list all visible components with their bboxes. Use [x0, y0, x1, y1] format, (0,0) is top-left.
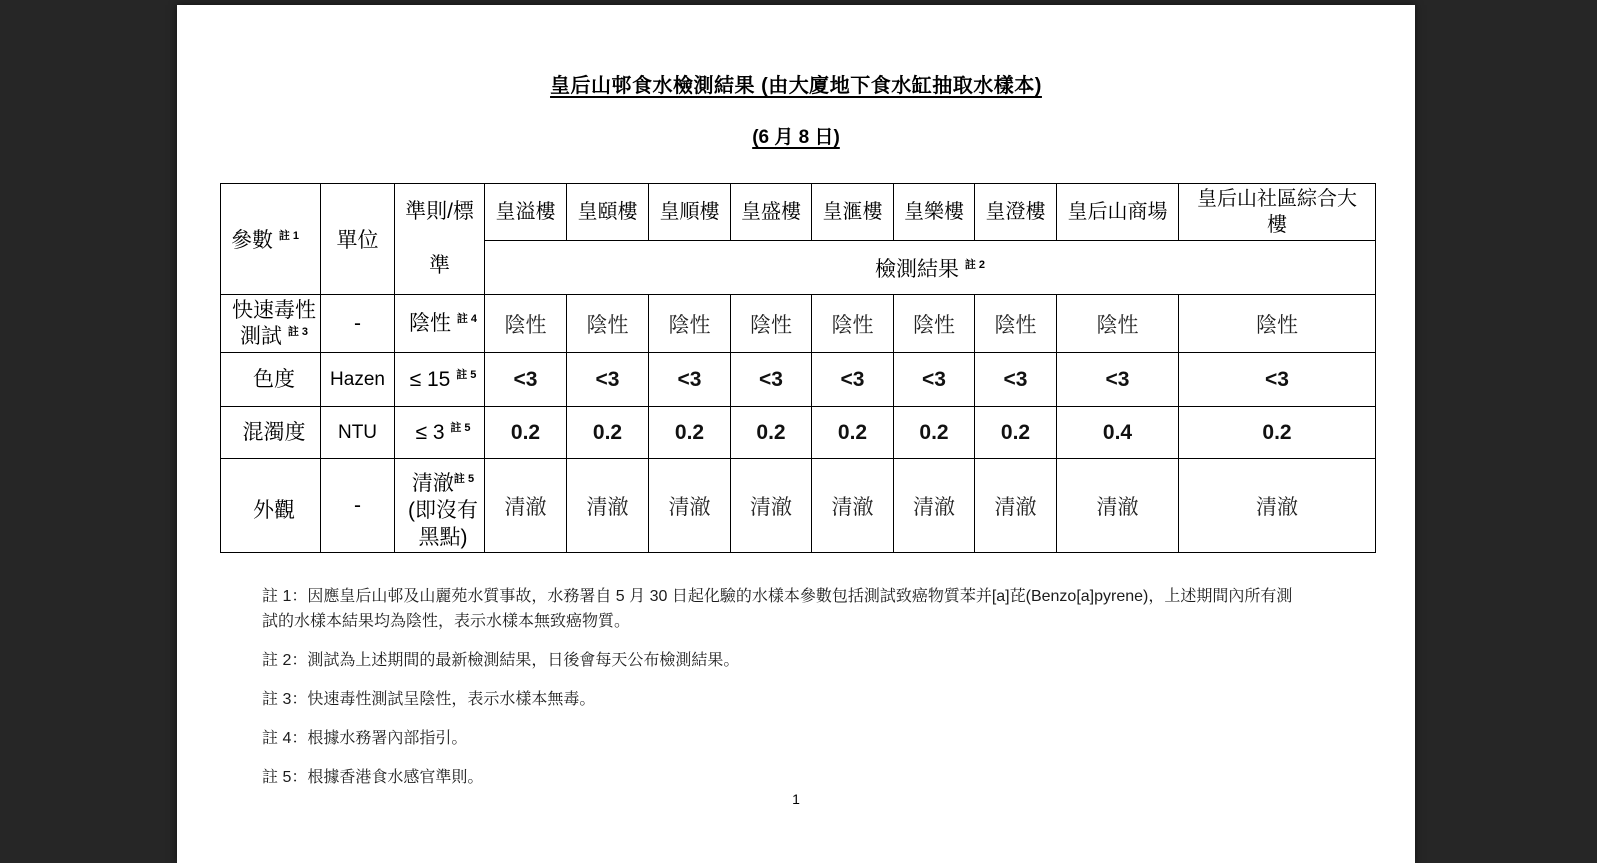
footnote-text: 根據香港食水感官準則。: [307, 769, 484, 786]
header-test-results-label: 檢測結果: [874, 257, 959, 281]
value-cell: 0.2: [485, 407, 567, 459]
value-cell: 清澈: [975, 459, 1057, 553]
unit-cell: -: [321, 459, 395, 553]
param-note-ref: 註 1: [278, 230, 300, 242]
standard-cell: [395, 353, 485, 407]
standard-extra-label: (即沒有黑點): [408, 498, 478, 549]
footnote-label: 註 5：: [262, 769, 308, 786]
standard-cell: [395, 459, 485, 553]
value-cell: 0.2: [649, 407, 731, 459]
value-cell: 0.2: [731, 407, 812, 459]
header-test-results: [485, 241, 1376, 295]
value-cell: <3: [1179, 353, 1376, 407]
footnote-label: 註 4：: [262, 730, 308, 747]
header-building-4: 皇盛樓: [731, 184, 812, 241]
footnote-label: 註 2：: [262, 652, 308, 669]
value-cell: <3: [1057, 353, 1179, 407]
param-cell: [221, 407, 321, 459]
results-table-wrapper: [220, 183, 1376, 553]
value-cell: 清澈: [1179, 459, 1376, 553]
unit-cell: NTU: [321, 407, 395, 459]
value-cell: 0.2: [1179, 407, 1376, 459]
value-cell: 0.2: [975, 407, 1057, 459]
footnote-text: 快速毒性測試呈陰性，表示水樣本無毒。: [307, 691, 596, 708]
header-building-3: 皇順樓: [649, 184, 731, 241]
value-cell: 0.2: [812, 407, 894, 459]
header-building-1: 皇溢樓: [485, 184, 567, 241]
param-label: 外觀: [253, 499, 295, 522]
footnote-label: 註 1：: [262, 588, 308, 605]
standard-cell: [395, 407, 485, 459]
value-cell: 陰性: [649, 295, 731, 353]
header-unit: 單位: [321, 184, 395, 295]
header-building-9: [1179, 184, 1376, 241]
page-number: 1: [792, 791, 800, 807]
value-cell: 0.2: [894, 407, 975, 459]
header-param-label: 參數: [231, 229, 273, 252]
value-cell: 清澈: [1057, 459, 1179, 553]
value-cell: 0.2: [567, 407, 649, 459]
value-cell: <3: [975, 353, 1057, 407]
table-row-turbidity: [221, 407, 1376, 459]
footnote-text: 根據水務署內部指引。: [307, 730, 468, 747]
result-note-ref: 註 2: [964, 258, 986, 271]
footnote-2: [262, 648, 1294, 673]
standard-label: 清澈: [411, 471, 454, 495]
value-cell: 0.4: [1057, 407, 1179, 459]
value-cell: <3: [894, 353, 975, 407]
standard-note-ref: 註 5: [456, 369, 477, 381]
value-cell: 清澈: [485, 459, 567, 553]
value-cell: 陰性: [894, 295, 975, 353]
param-label: 快速毒性測試: [232, 298, 316, 348]
footnote-3: [262, 687, 1294, 712]
footnote-text: 測試為上述期間的最新檢測結果，日後會每天公布檢測結果。: [307, 652, 740, 669]
standard-label: ≤ 15: [409, 368, 451, 391]
header-standard: [395, 184, 485, 295]
value-cell: 清澈: [894, 459, 975, 553]
value-cell: 清澈: [649, 459, 731, 553]
footnote-1: [262, 584, 1294, 634]
header-standard-label: 準則/標準: [405, 200, 474, 277]
header-building-2: 皇頤樓: [567, 184, 649, 241]
param-label: 混濁度: [242, 420, 306, 444]
footnote-5: [262, 765, 1294, 790]
value-cell: 陰性: [485, 295, 567, 353]
value-cell: 陰性: [1179, 295, 1376, 353]
standard-note-ref: 註 5: [453, 472, 475, 485]
footnote-label: 註 3：: [262, 691, 308, 708]
standard-label: 陰性: [408, 312, 451, 335]
value-cell: 清澈: [567, 459, 649, 553]
footnote-text: 因應皇后山邨及山麗苑水質事故，水務署自 5 月 30 日起化驗的水樣本參數包括測試致癌物質苯并[a]芘(Benzo[a]pyrene)，上述期間內所有測試的水樣本結果均為陰性，表示水樣本無致癌物質。: [262, 588, 1293, 630]
value-cell: 陰性: [731, 295, 812, 353]
value-cell: 陰性: [567, 295, 649, 353]
unit-cell: -: [321, 295, 395, 353]
value-cell: <3: [812, 353, 894, 407]
standard-note-ref: 註 4: [456, 313, 478, 325]
header-building-7: 皇澄樓: [975, 184, 1057, 241]
table-row-toxicity: [221, 295, 1376, 353]
value-cell: 清澈: [812, 459, 894, 553]
param-note-ref: 註 3: [287, 325, 309, 338]
value-cell: 陰性: [1057, 295, 1179, 353]
header-building-5: 皇滙樓: [812, 184, 894, 241]
value-cell: 陰性: [975, 295, 1057, 353]
page-title: 皇后山邨食水檢測結果 (由大廈地下食水缸抽取水樣本): [550, 75, 1042, 97]
standard-note-ref: 註 5: [450, 422, 471, 434]
header-building-8: 皇后山商場: [1057, 184, 1179, 241]
value-cell: <3: [731, 353, 812, 407]
value-cell: 陰性: [812, 295, 894, 353]
unit-cell: Hazen: [321, 353, 395, 407]
header-param: [221, 184, 321, 295]
table-row-appearance: [221, 459, 1376, 553]
param-cell: [221, 295, 321, 353]
date-line: (6 月 8 日): [752, 127, 840, 148]
value-cell: <3: [485, 353, 567, 407]
results-table: [220, 183, 1376, 553]
param-cell: [221, 459, 321, 553]
standard-label: ≤ 3: [415, 421, 445, 444]
header-building-6: 皇樂樓: [894, 184, 975, 241]
table-row-colour: [221, 353, 1376, 407]
value-cell: 清澈: [731, 459, 812, 553]
param-cell: [221, 353, 321, 407]
value-cell: <3: [567, 353, 649, 407]
footnotes: [262, 584, 1294, 804]
param-label: 色度: [253, 367, 295, 391]
value-cell: <3: [649, 353, 731, 407]
standard-cell: [395, 295, 485, 353]
document-page: [177, 5, 1415, 863]
header-building-9-label: 皇后山社區綜合大樓: [1197, 188, 1357, 236]
footnote-4: [262, 726, 1294, 751]
